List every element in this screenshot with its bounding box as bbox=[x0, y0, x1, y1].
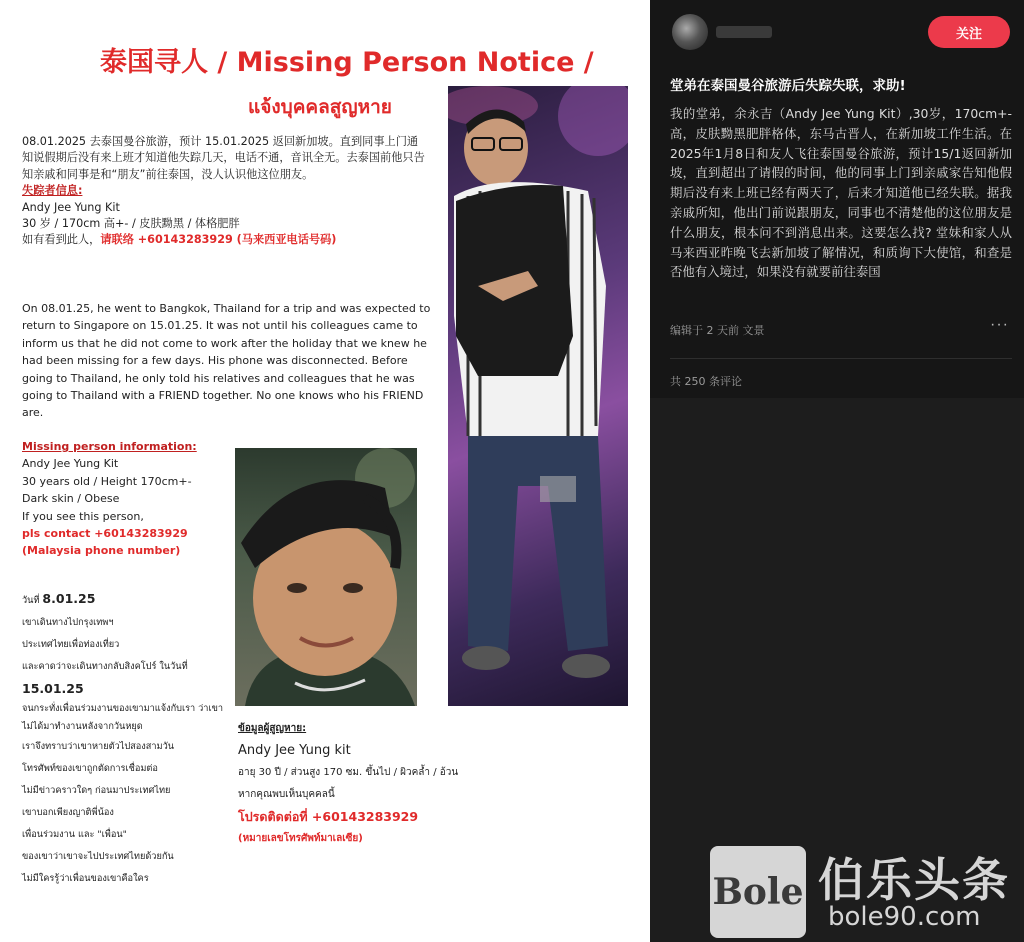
en-info-heading: Missing person information: bbox=[22, 440, 197, 453]
divider bbox=[670, 358, 1012, 359]
post-title: 堂弟在泰国曼谷旅游后失踪失联，求助! bbox=[670, 78, 906, 94]
th-info-name: Andy Jee Yung kit bbox=[238, 743, 351, 758]
author-name-blurred[interactable] bbox=[716, 26, 772, 38]
th-info-see: หากคุณพบเห็นบุคคลนี้ bbox=[238, 789, 335, 800]
th-date2: 15.01.25 bbox=[22, 681, 84, 696]
en-contact-note: (Malaysia phone number) bbox=[22, 544, 181, 558]
poster-thai-info bbox=[238, 718, 528, 850]
th-line: ประเทศไทยเพื่อท่องเที่ยว bbox=[22, 639, 120, 650]
person-face-illustration bbox=[235, 448, 417, 706]
th-contact: โปรดติดต่อที่ +60143283929 bbox=[238, 809, 419, 824]
post-meta: 编辑于 2 天前 文景 bbox=[670, 324, 765, 337]
zh-contact: 请联络 +60143283929 (马来西亚电话号码) bbox=[100, 233, 337, 247]
th-line: ของเขาว่าเขาจะไปประเทศไทยด้วยกัน bbox=[22, 851, 174, 862]
th-info-heading: ข้อมูลผู้สูญหาย: bbox=[238, 723, 307, 734]
th-line: ไม่มีข่าวคราวใดๆ ก่อนมาประเทศไทย bbox=[22, 785, 171, 796]
more-options-icon[interactable]: ··· bbox=[990, 316, 1009, 333]
en-paragraph: On 08.01.25, he went to Bangkok, Thailand for a trip and was expected to return to Singapore on 15.01.25. It was not until his colleagues came to inform us that he did not come to work after the holiday that we knew he had been missing for a few days. His phone was disconnected. Before going to Thailand, he only told his relatives and colleagues that he was going to Thailand with a FRIEND together. No one knows who his FRIEND are. bbox=[22, 302, 431, 420]
watermark-brand-name: 伯乐头条 bbox=[818, 853, 1010, 907]
watermark-logo-text: Bole bbox=[712, 871, 804, 913]
post-body: 我的堂弟，余永吉（Andy Jee Yung Kit）,30岁，170cm+- 高，皮肤黝黑肥胖格体，东马古晋人，在新加坡工作生活。在2025年1月8日和友人飞往泰国曼谷旅游，预计15/1返回新加坡，直到超出了请假的时间，他的同事上门到亲戚家告知他假期后没有来上班已经有两天了，后来才知道他已经失联。据我亲戚所知，他出门前说跟朋友，同事也不清楚他的这位朋友是什么朋友，根本问不到消息出来。这要怎么找? 堂妹和家人从马来西亚昨晚飞去新加坡了解情况，和质询下大使馆，和查是否他有入境过，如果没有就要前往泰国 bbox=[670, 106, 1012, 280]
zh-info-name: Andy Jee Yung Kit bbox=[22, 200, 120, 214]
en-contact: pls contact +60143283929 bbox=[22, 527, 188, 541]
th-info-desc: อายุ 30 ปี / ส่วนสูง 170 ซม. ขึ้นไป / ผิวคล้ำ / อ้วน bbox=[238, 767, 459, 778]
en-info-see: If you see this person, bbox=[22, 509, 144, 523]
author-avatar[interactable] bbox=[672, 14, 708, 50]
th-line: เราจึงทราบว่าเขาหายตัวไปสองสามวัน bbox=[22, 741, 175, 752]
poster-title-thai: แจ้งบุคคลสูญหาย bbox=[248, 96, 392, 118]
poster-title: 泰国寻人 / Missing Person Notice / bbox=[100, 47, 594, 78]
en-info-name: Andy Jee Yung Kit bbox=[22, 457, 119, 471]
article-panel bbox=[650, 0, 1024, 942]
comment-count[interactable]: 共 250 条评论 bbox=[670, 375, 742, 388]
watermark-url: bole90.com bbox=[828, 902, 981, 932]
en-info-desc: Dark skin / Obese bbox=[22, 492, 120, 506]
th-line: และคาดว่าจะเดินทางกลับสิงคโปร์ ในวันที่ bbox=[22, 661, 188, 672]
poster-thai-section bbox=[22, 588, 227, 890]
article-header bbox=[650, 0, 1024, 62]
zh-info-desc: 30 岁 / 170cm 高+- / 皮肤黝黑 / 体格肥胖 bbox=[22, 217, 240, 231]
follow-button[interactable]: 关注 bbox=[928, 16, 1010, 48]
poster-english-info bbox=[22, 438, 237, 560]
person-standing-illustration bbox=[448, 86, 628, 706]
full-body-photo bbox=[448, 86, 628, 706]
th-date1-label: วันที่ bbox=[22, 595, 40, 606]
zh-paragraph: 08.01.2025 去泰国曼谷旅游，预计 15.01.2025 返回新加坡。直到同事上门通知说假期后没有来上班才知道他失踪几天，电话不通，音讯全无。去泰国前他只告知亲戚和同事是和“朋友”前往泰国，没人认识他这位朋友。 bbox=[22, 135, 425, 181]
th-line: จนกระทั่งเพื่อนร่วมงานของเขามาแจ้งกับเรา ว่าเขาไม่ได้มาทำงานหลังจากวันหยุด bbox=[22, 703, 224, 732]
th-line: เพื่อนร่วมงาน และ "เพื่อน" bbox=[22, 829, 127, 840]
zh-contact-line bbox=[22, 232, 427, 248]
watermark-logo-box bbox=[710, 846, 806, 938]
poster-chinese-section bbox=[22, 134, 427, 249]
zh-contact-prefix: 如有看到此人， bbox=[22, 233, 101, 247]
th-date1: 8.01.25 bbox=[42, 591, 96, 606]
zh-info-heading: 失踪者信息: bbox=[22, 184, 83, 198]
th-line: เขาเดินทางไปกรุงเทพฯ bbox=[22, 617, 114, 628]
en-info-age: 30 years old / Height 170cm+- bbox=[22, 474, 192, 488]
face-photo bbox=[235, 448, 417, 706]
watermark bbox=[710, 842, 1020, 938]
th-line: โทรศัพท์ของเขาถูกตัดการเชื่อมต่อ bbox=[22, 763, 158, 774]
th-line: เขาบอกเพียงญาติพี่น้อง bbox=[22, 807, 114, 818]
th-line: ไม่มีใครรู้ว่าเพื่อนของเขาคือใคร bbox=[22, 873, 149, 884]
th-contact-note: (หมายเลขโทรศัพท์มาเลเซีย) bbox=[238, 833, 363, 844]
